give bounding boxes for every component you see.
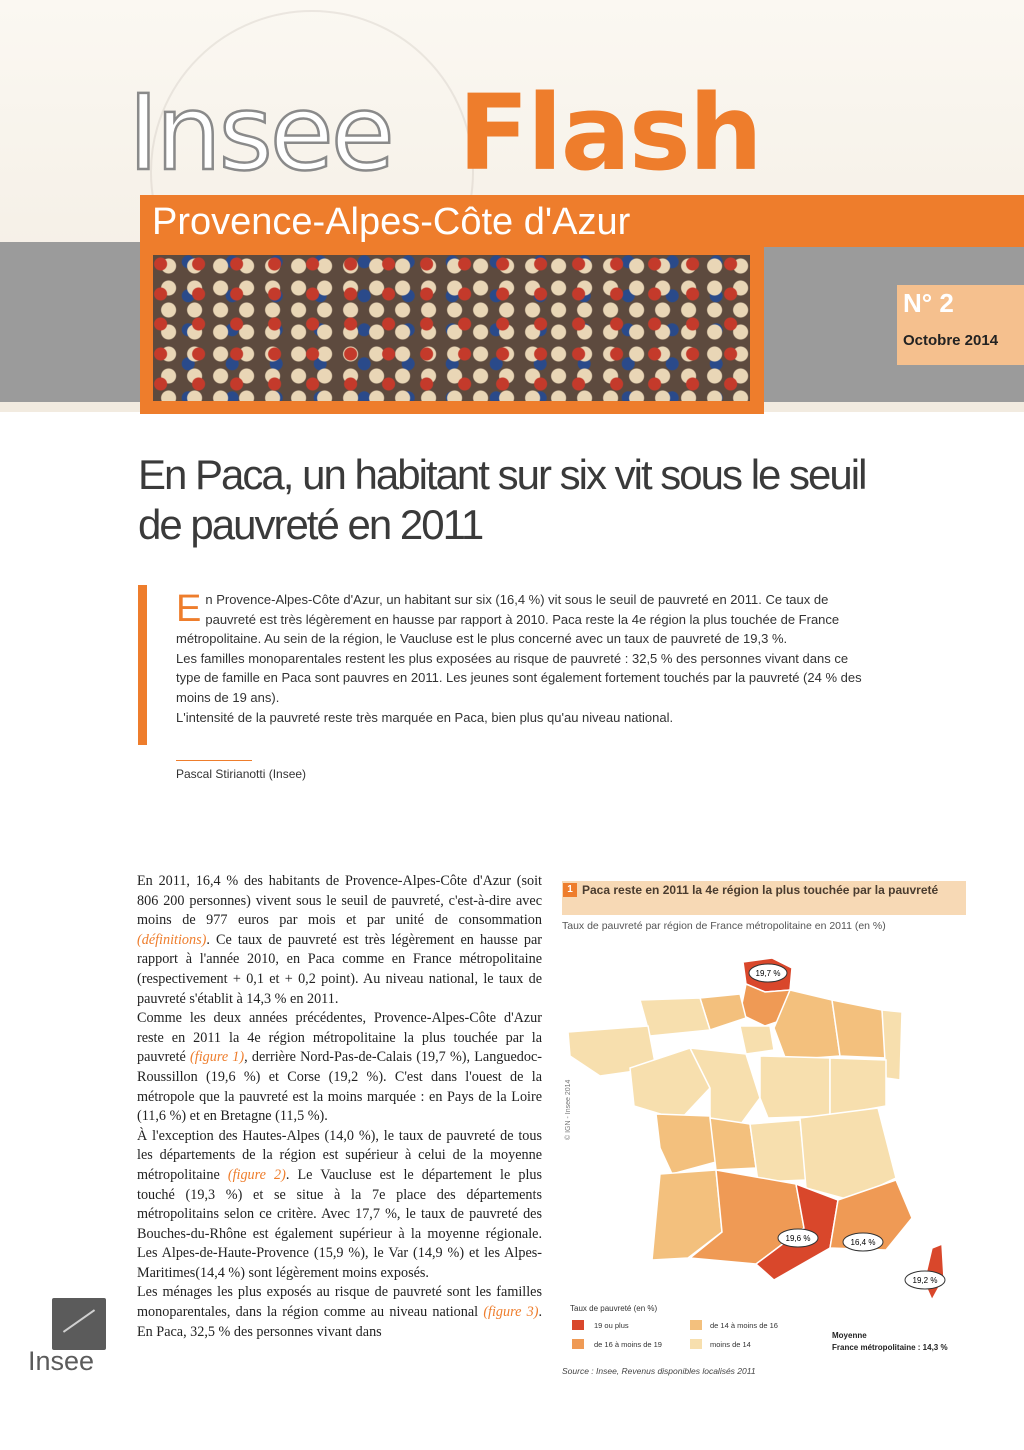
region-limousin [710,1118,756,1170]
figure-source: Source : Insee, Revenus disponibles localisés 2011 [562,1366,756,1376]
body-text-2b: , derrière Nord-Pas-de-Calais (19,7 %), Languedoc-Roussillon (19,6 %) et Corse (19,2 %). C'est dans l'ouest de la métropole que la pauvreté est la moins marquée : en Pays de la Loire (11,6 %) et en Bretagne (11,5 %). [137,1049,542,1125]
body-text-1b: . Ce taux de pauvreté est très légèrement en hausse par rapport à l'année 2010, en Paca comme en France métropolitaine (respectivement + 0,1 et + 0,2 point). Au niveau national, le taux de pauvreté s'établit à 14,3 % en 2011. [137,931,542,1007]
label-nord [749,964,787,982]
legend-swatch-3 [690,1320,702,1330]
legend-swatch-2 [572,1339,584,1349]
body-paragraph-4 [137,1283,542,1342]
region-name: Provence-Alpes-Côte d'Azur [152,201,631,243]
dropcap: E [176,588,202,630]
legend-label-3: de 14 à moins de 16 [710,1321,778,1330]
link-figure-2[interactable]: (figure 2) [227,1166,286,1183]
region-lorraine [832,1000,886,1058]
body-text-3a: À l'exception des Hautes-Alpes (14,0 %), le taux de pauvreté de tous les départements de la région est supérieur à celui de la moyenne métropolitaine [137,1127,542,1183]
label-paca [843,1233,883,1251]
brand-insee: Insee [128,72,392,194]
body-paragraph-1 [137,872,542,1009]
body-text-1a: En 2011, 16,4 % des habitants de Provence-Alpes-Côte d'Azur (soit 806 200 personnes) vivent sous le seuil de pauvreté, c'est-à-dire avec moins de 977 euros par mois et par unité de consommation [137,873,542,929]
body-text-4a: Les ménages les plus exposés au risque de pauvreté sont les familles monoparentales, dans la région comme au niveau national [137,1284,542,1321]
figure-subtitle: Taux de pauvreté par région de France métropolitaine en 2011 (en %) [562,920,886,932]
legend-label-1: 19 ou plus [594,1321,629,1330]
label-languedoc [778,1229,818,1247]
author-separator [176,760,252,761]
region-basse-normandie [640,998,710,1036]
abstract-paragraph-3: L'intensité de la pauvreté reste très marquée en Paca, bien plus qu'au niveau national. [176,709,674,725]
national-average-value: France métropolitaine : 14,3 % [832,1343,948,1352]
region-bourgogne [760,1056,830,1118]
link-figure-1[interactable]: (figure 1) [190,1049,245,1066]
abstract [176,590,876,727]
abstract-text-1: n Provence-Alpes-Côte d'Azur, un habitant sur six (16,4 %) vit sous le seuil de pauvreté en 2011. Ce taux de pauvreté est très légèrement en hausse par rapport à 2010. Paca reste la 4e région la plus touchée de France métropolitaine. Au sein de la région, le Vaucluse est le plus concerné avec un taux de pauvreté de 19,3 %. [176,592,840,647]
link-definitions[interactable]: (définitions) [137,931,207,948]
abstract-bar [138,585,147,745]
body-text [137,872,542,1342]
svg-text:16,4 %: 16,4 % [850,1238,876,1247]
figure-title: Paca reste en 2011 la 4e région la plus touchée par la pauvreté [582,883,939,897]
issue-date: Octobre 2014 [903,332,999,349]
france-poverty-map [560,948,980,1308]
region-poitou-charentes [656,1114,716,1174]
legend-swatch-4 [690,1339,702,1349]
legend-swatch-1 [572,1320,584,1330]
link-figure-3[interactable]: (figure 3) [483,1304,539,1321]
body-text-4b: . En Paca, 32,5 % des personnes vivant dans [137,1304,543,1340]
svg-text:19,2 %: 19,2 % [912,1276,938,1285]
body-paragraph-3 [137,1127,542,1284]
author: Pascal Stirianotti (Insee) [176,767,307,781]
issue-number: N° 2 [903,288,954,318]
national-average [832,1330,948,1354]
svg-text:19,7 %: 19,7 % [755,969,781,978]
label-corse [905,1271,945,1289]
insee-logo-icon [52,1298,106,1350]
insee-logo-text: Insee [28,1346,95,1376]
region-ile-de-france [740,1026,774,1054]
body-text-3b: . Le Vaucluse est le département le plus touché (19,3 %) et se situe à la 7e place des départements métropolitains selon ce critère. Avec 17,7 %, le taux de pauvreté des Bouches-du-Rhône est également supérieur à la moyenne régionale. Les Alpes-de-Haute-Provence (15,9 %), le Var (14,9 %) et les Alpes-Maritimes(14,4 %) sont légèrement moins exposés. [137,1166,543,1281]
abstract-paragraph-1 [176,590,876,649]
headline: En Paca, un habitant sur six vit sous le seuil de pauvreté en 2011 [138,451,866,548]
brand-flash: Flash [458,72,761,194]
body-paragraph-2 [137,1009,542,1127]
national-average-label: Moyenne [832,1331,867,1340]
figure-number: 1 [563,883,577,897]
svg-text:19,6 %: 19,6 % [785,1234,811,1243]
region-auvergne [750,1120,806,1182]
legend-label-4: moins de 14 [710,1340,751,1349]
map-copyright: © IGN - Insee 2014 [565,1079,572,1140]
legend-title: Taux de pauvreté (en %) [570,1304,658,1313]
legend-label-2: de 16 à moins de 19 [594,1340,662,1349]
crowd-photo [153,255,750,401]
body-text-2a: Comme les deux années précédentes, Provence-Alpes-Côte d'Azur reste en 2011 la 4e région métropolitaine la plus touchée par la pauvreté [137,1010,542,1066]
abstract-paragraph-2: Les familles monoparentales restent les plus exposées au risque de pauvreté : 32,5 % des personnes vivant dans ce type de famille en Paca sont pauvres en 2011. Les jeunes sont également fortement touchés par la pauvreté (24 % des moins de 19 ans). [176,650,862,705]
